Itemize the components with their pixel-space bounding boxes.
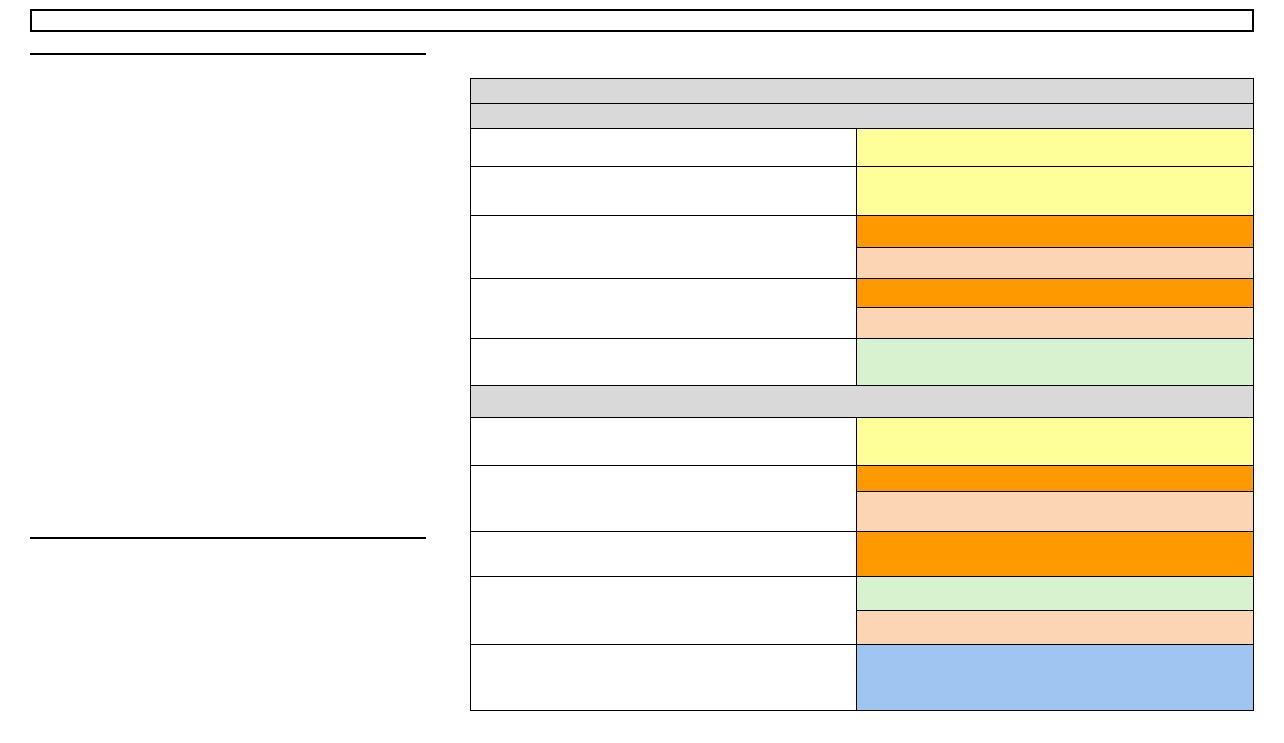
schedule-table	[470, 78, 1254, 711]
row-matriculacion-resultas	[471, 576, 1253, 644]
gestion-plazas-grado-medio	[857, 645, 1253, 678]
fase-ordinaria-header	[471, 103, 1253, 128]
lista-provisional-2-publicacion	[857, 466, 1253, 491]
row-lista-definitiva	[471, 278, 1253, 338]
matriculacion-resultas-reclamacion	[857, 610, 1253, 644]
row-gestion-plazas	[471, 644, 1253, 710]
calendar-septiembre	[30, 537, 426, 539]
lista-definitiva-description	[471, 279, 857, 338]
turno-header	[471, 79, 1253, 103]
paso-2-description	[471, 167, 857, 215]
row-lista-provisional	[471, 215, 1253, 278]
row-cumplimentacion-resultas	[471, 417, 1253, 465]
row-lista-definitiva-2	[471, 531, 1253, 576]
row-paso-1	[471, 128, 1253, 166]
matriculacion-ordinaria-description	[471, 339, 857, 385]
paso-2-dates	[857, 167, 1253, 215]
row-lista-provisional-2	[471, 465, 1253, 531]
calendar-mayo-julio	[30, 53, 426, 55]
lista-provisional-2-description	[471, 466, 857, 531]
lista-provisional-publicacion	[857, 216, 1253, 247]
cumplimentacion-resultas-dates	[857, 418, 1253, 465]
page-title	[30, 9, 1254, 32]
matriculacion-ordinaria-dates	[857, 339, 1253, 385]
lista-provisional-description	[471, 216, 857, 278]
gestion-plazas-description	[471, 645, 857, 710]
paso-1-dates	[857, 129, 1253, 166]
lista-provisional-2-reclamacion	[857, 491, 1253, 531]
paso-1-description	[471, 129, 857, 166]
matriculacion-resultas-description	[471, 577, 857, 644]
lista-definitiva-reclamacion	[857, 307, 1253, 338]
row-paso-2	[471, 166, 1253, 215]
lista-definitiva-2-description	[471, 532, 857, 576]
lista-provisional-reclamacion	[857, 247, 1253, 278]
row-matriculacion-ordinaria	[471, 338, 1253, 385]
cumplimentacion-resultas-description	[471, 418, 857, 465]
gestion-plazas-grado-superior	[857, 678, 1253, 710]
matriculacion-resultas-dates	[857, 577, 1253, 610]
lista-definitiva-2-publicacion	[857, 532, 1253, 576]
fase-resultas-header	[471, 385, 1253, 417]
lista-definitiva-publicacion	[857, 279, 1253, 307]
